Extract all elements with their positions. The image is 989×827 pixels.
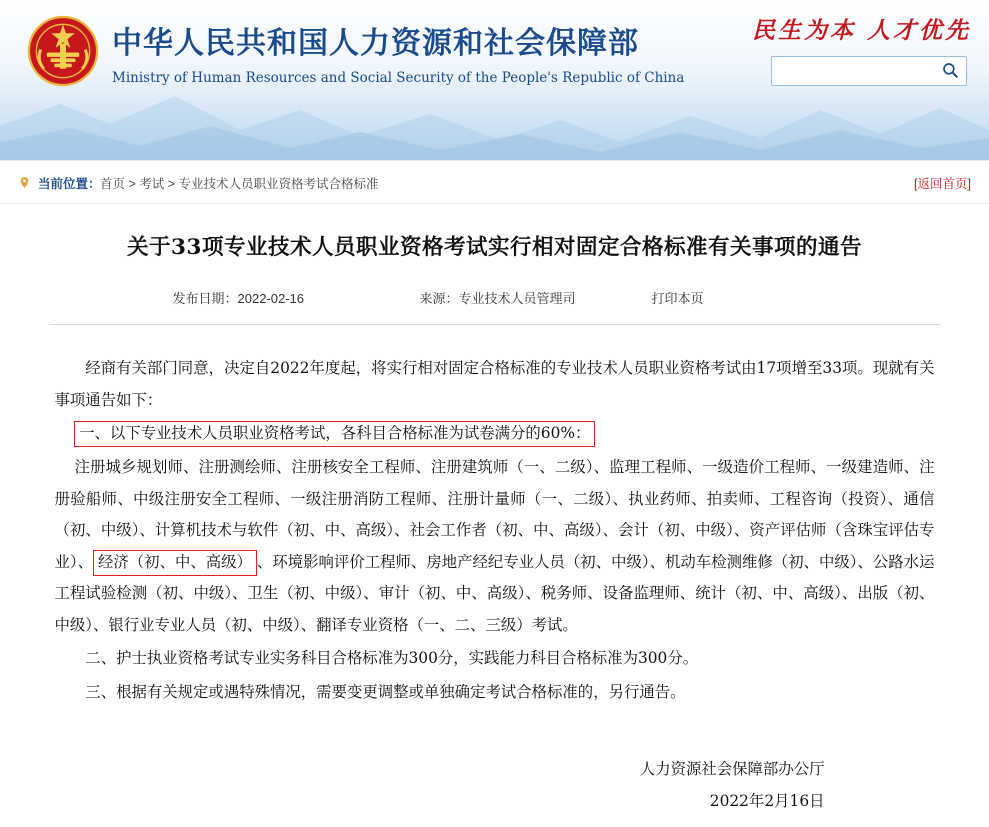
back-home-link[interactable]: [返回首页] xyxy=(914,177,971,191)
print-page-link[interactable]: 打印本页 xyxy=(651,291,704,307)
search-icon xyxy=(941,61,959,79)
paragraph-item1-body xyxy=(55,452,935,641)
article-source: 来源：专业技术人员管理司 xyxy=(419,291,576,307)
paragraph-item1-heading xyxy=(55,418,935,450)
breadcrumb-label: 当前位置： xyxy=(38,177,101,191)
signoff-date: 2022年2月16日 xyxy=(709,791,825,810)
page-title: 关于33项专业技术人员职业资格考试实行相对固定合格标准有关事项的通告 xyxy=(127,235,862,260)
search-button[interactable] xyxy=(938,60,962,82)
breadcrumb-path[interactable]: 首页 > 考试 > 专业技术人员职业资格考试合格标准 xyxy=(100,177,379,191)
national-emblem-icon xyxy=(26,14,100,88)
article-body xyxy=(55,353,935,708)
site-title-block xyxy=(112,18,684,86)
signoff-org: 人力资源社会保障部办公厅 xyxy=(639,759,825,778)
mountain-decoration-graphic xyxy=(0,80,989,160)
site-title-en: Ministry of Human Resources and Social Security of the People's Republic of China xyxy=(112,70,685,86)
item1-body-part-b: 、环境影响评价工程师、房地产经纪专业人员（初、中级）、机动车检测维修（初、中级）、公路水运工程试验检测（初、中级）、卫生（初、中级）、审计（初、中、高级）、税务师、设备监理师、统计（初、中、高级）、出版（初、中级）、银行业专业人员（初、中级）、翻译专业资格（一、二、三级）考试。 xyxy=(54,552,935,634)
site-header xyxy=(0,0,989,160)
paragraph-item2: 二、护士执业资格考试专业实务科目合格标准为300分，实践能力科目合格标准为300分。 xyxy=(85,649,699,668)
highlight-box-economics: 经济（初、中、高级） xyxy=(93,550,257,576)
search-box[interactable] xyxy=(771,56,967,86)
paragraph-item3: 三、根据有关规定或遇特殊情况，需要变更调整或单独确定考试合格标准的，另行通告。 xyxy=(85,683,686,702)
site-title-cn: 中华人民共和国人力资源和社会保障部 xyxy=(112,26,639,61)
search-input[interactable] xyxy=(778,57,937,87)
site-slogan: 民生为本 人才优先 xyxy=(751,17,971,44)
item1-body-part-a: 注册城乡规划师、注册测绘师、注册核安全工程师、注册建筑师（一、二级）、监理工程师、一级造价工程师、一级建造师、注册验船师、中级注册安全工程师、一级注册消防工程师、注册计量师（一、二级）、执业药师、拍卖师、工程咨询（投资）、通信（初、中级）、计算机技术与软件（初、中、高级）、社会工作者（初、中、高级）、会计（初、中级）、资产评估师（含珠宝评估专业）、 xyxy=(54,457,935,571)
article-meta xyxy=(55,288,935,310)
article-container xyxy=(0,204,989,817)
paragraph-intro: 经商有关部门同意，决定自2022年度起，将实行相对固定合格标准的专业技术人员职业资格考试由17项增至33项。现就有关事项通告如下： xyxy=(54,359,935,409)
meta-divider xyxy=(50,324,940,325)
publish-date: 发布日期：2022-02-16 xyxy=(172,291,304,307)
location-pin-icon xyxy=(18,176,31,189)
article-signoff xyxy=(55,753,935,818)
highlight-box-item1: 一、以下专业技术人员职业资格考试，各科目合格标准为试卷满分的60%： xyxy=(74,421,595,447)
breadcrumb xyxy=(0,160,989,204)
